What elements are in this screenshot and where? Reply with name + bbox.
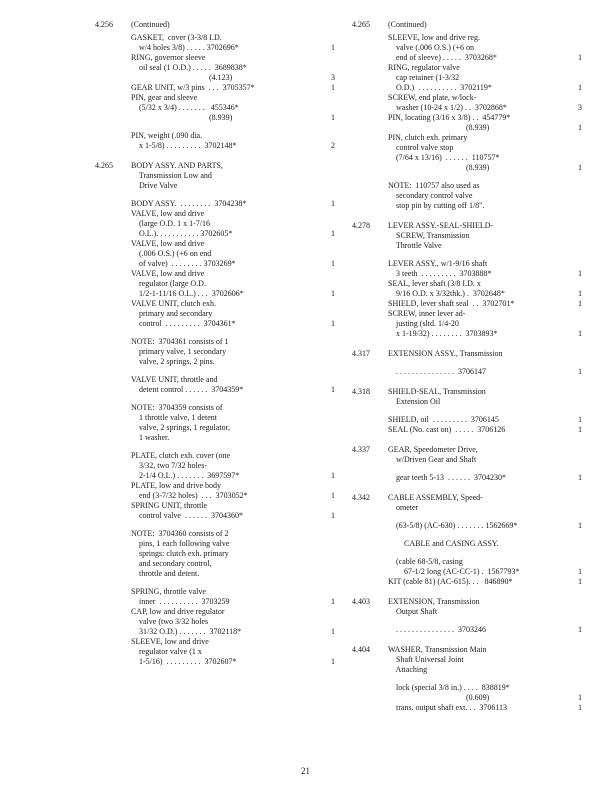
part-description: SPRING, throttle valve [131, 587, 206, 596]
part-description: PIN, clutch exh. primary [388, 133, 468, 142]
quantity: 1 [578, 269, 582, 278]
quantity: 1 [578, 367, 582, 376]
part-line [131, 451, 335, 461]
quantity: 1 [578, 415, 582, 424]
part-description: end (3-7/32 holes) . . . 3703052* [131, 491, 248, 500]
part-line [388, 63, 582, 73]
part-line [388, 625, 582, 635]
part-line [131, 587, 335, 597]
part-line [131, 83, 335, 93]
part-line [131, 461, 335, 471]
part-description: valve (.006 O.S.) (+6 on [388, 43, 475, 52]
part-entry [388, 279, 582, 299]
note: NOTE: 3704359 consists of 1 throttle valve, 1 detent valve, 2 springs, 1 regulator, 1 washer. [131, 403, 230, 442]
quantity: 1 [578, 577, 582, 586]
part-description: LEVER ASSY., w/1-9/16 shaft [388, 259, 488, 268]
part-description: gear teeth 5-13 . . . . . . 3704230* [388, 473, 506, 482]
page-number: 21 [301, 766, 310, 776]
quantity: 1 [578, 163, 582, 172]
quantity: 1 [331, 113, 335, 122]
part-line [388, 259, 582, 269]
section-number: 4.278 [352, 221, 370, 230]
part-line [131, 73, 335, 83]
part-line [131, 511, 335, 521]
part-line [131, 607, 335, 617]
quantity: 1 [331, 83, 335, 92]
part-description: 3/32, two 7/32 holes- [131, 461, 207, 470]
quantity: 1 [578, 83, 582, 92]
section-heading: EXTENSION, Transmission Output Shaft [388, 597, 480, 616]
part-description: GASKET, cover (3-3/8 I.D. [131, 33, 222, 42]
part-entry [131, 607, 335, 637]
note: NOTE: 3704360 consists of 2 pins, 1 each following valve springs: clutch exh. primary and secondary control, throttle and detent. [131, 529, 230, 578]
part-line [388, 133, 582, 143]
part-entry [131, 637, 335, 667]
quantity: 3 [331, 73, 335, 82]
quantity: 3 [578, 103, 582, 112]
part-entry [388, 577, 582, 587]
part-line [388, 93, 582, 103]
part-entry [388, 473, 582, 483]
part-line [131, 249, 335, 259]
part-description: SLEEVE, low and drive reg. [388, 33, 480, 42]
part-line [388, 319, 582, 329]
part-description: PIN, weight (.090 dia. [131, 131, 203, 140]
quantity: 1 [331, 319, 335, 328]
part-description: CAP, low and drive regulator [131, 607, 225, 616]
quantity: 1 [578, 123, 582, 132]
quantity: 1 [331, 627, 335, 636]
part-entry [388, 683, 582, 703]
part-line [131, 239, 335, 249]
part-entry [388, 415, 582, 425]
quantity: 1 [331, 511, 335, 520]
part-entry [131, 33, 335, 53]
section-heading: SHIELD-SEAL, Transmission Extension Oil [388, 387, 486, 406]
part-description: . . . . . . . . . . . . . . . 3703246 [388, 625, 486, 634]
part-description: PLATE, low and drive body [131, 481, 221, 490]
quantity: 1 [331, 229, 335, 238]
part-line [388, 103, 582, 113]
quantity: 1 [578, 473, 582, 482]
quantity: 1 [331, 491, 335, 500]
catalog-section [352, 445, 582, 483]
part-description: cap retainer (1-3/32 [388, 73, 460, 82]
part-description: VALVE, low and drive [131, 239, 205, 248]
part-entry [388, 625, 582, 635]
part-description: VALVE UNIT, throttle and [131, 375, 218, 384]
part-description: . . . . . . . . . . . . . . . 3706147 [388, 367, 486, 376]
part-line [131, 131, 335, 141]
quantity: 1 [578, 299, 582, 308]
quantity: 1 [331, 597, 335, 606]
part-line [388, 299, 582, 309]
part-line [131, 501, 335, 511]
part-description: inner . . . . . . . . . . 3703259 [131, 597, 230, 606]
part-entry [131, 53, 335, 83]
part-entry [388, 521, 582, 531]
part-description: x 1-5/8) . . . . . . . . . 3702148* [131, 141, 237, 150]
part-line [388, 163, 582, 173]
part-entry [388, 63, 582, 93]
quantity: 1 [578, 625, 582, 634]
quantity: 1 [578, 329, 582, 338]
quantity: 1 [578, 521, 582, 530]
quantity: 1 [578, 289, 582, 298]
part-line [388, 123, 582, 133]
part-description: end of sleeve) . . . . . 3703268* [388, 53, 497, 62]
part-entry [388, 93, 582, 113]
part-line [131, 617, 335, 627]
part-line [388, 415, 582, 425]
part-line [131, 289, 335, 299]
part-description: x 1-19/32) . . . . . . . . 3703893* [388, 329, 498, 338]
part-entry [388, 425, 582, 435]
part-description: (.006 O.S.) (+6 on end [131, 249, 212, 258]
part-description: (8.939) [131, 113, 233, 122]
part-line [388, 557, 582, 567]
part-entry [131, 299, 335, 329]
part-description: regulator valve (1 x [131, 647, 202, 656]
part-line [388, 683, 582, 693]
part-description: 1/2-1-11/16 O.L.) . . . 3702606* [131, 289, 244, 298]
section-heading: (Continued) [388, 20, 427, 29]
part-line [131, 93, 335, 103]
quantity: 1 [331, 259, 335, 268]
part-description: (5/32 x 3/4) . . . . . . . 455346* [131, 103, 239, 112]
part-description: oil seal (1 O.D.) . . . . . 3689838* [131, 63, 247, 72]
part-line [388, 367, 582, 377]
catalog-section [95, 161, 335, 667]
note: NOTE: 110757 also used as secondary control valve stop pin by cutting off 1/8". [388, 181, 485, 210]
section-number: 4.342 [352, 493, 370, 502]
part-entry [388, 259, 582, 279]
part-entry [388, 33, 582, 63]
part-description: PIN, gear and sleeve [131, 93, 198, 102]
part-description: SPRING UNIT, throttle [131, 501, 208, 510]
part-line [388, 693, 582, 703]
part-description: VALVE UNIT, clutch exh. [131, 299, 216, 308]
part-description: 3 teeth . . . . . . . . . 3703888* [388, 269, 492, 278]
part-description: w/4 holes 3/8) . . . . . 3702696* [131, 43, 239, 52]
section-heading: (Continued) [131, 20, 170, 29]
part-description: KIT (cable 81) (AC-615). . . 846890* [388, 577, 513, 586]
part-line [388, 329, 582, 339]
section-heading: GEAR, Speedometer Drive, w/Driven Gear and Shaft [388, 445, 478, 464]
part-line [131, 43, 335, 53]
part-line [131, 219, 335, 229]
part-description: BODY ASSY. . . . . . . . . 3704238* [131, 199, 247, 208]
part-description: 67-1/2 long (AC-CC-1) . 1567793* [388, 567, 520, 576]
part-line [388, 153, 582, 163]
part-line [131, 627, 335, 637]
part-line [131, 63, 335, 73]
part-description: SEAL (No. cast on) . . . . . 3706126 [388, 425, 506, 434]
part-entry [131, 199, 335, 209]
catalog-section [352, 221, 582, 339]
part-line [388, 113, 582, 123]
quantity: 1 [331, 43, 335, 52]
part-description: detent control . . . . . . 3704359* [131, 385, 244, 394]
part-description: trans. output shaft ext. . . 3706113 [388, 703, 508, 712]
section-heading: BODY ASSY. AND PARTS, Transmission Low and Drive Valve [131, 161, 223, 190]
section-number: 4.265 [95, 161, 113, 170]
part-line [388, 289, 582, 299]
part-description: 2-1/4 O.L.) . . . . . . . 3697597* [131, 471, 240, 480]
part-entry [131, 501, 335, 521]
section-number: 4.256 [95, 20, 113, 29]
part-line [388, 703, 582, 713]
part-line [131, 279, 335, 289]
part-line [388, 73, 582, 83]
part-description: (0.609) [388, 693, 490, 702]
part-line [388, 143, 582, 153]
part-description: (63-5/8) (AC-630) . . . . . . . 1562669* [388, 521, 518, 530]
part-entry [131, 375, 335, 395]
part-line [131, 113, 335, 123]
part-entry [388, 309, 582, 339]
part-line [388, 567, 582, 577]
section-heading: CABLE ASSEMBLY, Speed- ometer [388, 493, 483, 512]
section-number: 4.404 [352, 645, 370, 654]
part-line [131, 259, 335, 269]
part-entry [388, 299, 582, 309]
part-entry [131, 209, 335, 239]
part-entry [131, 131, 335, 151]
quantity: 1 [331, 471, 335, 480]
part-line [388, 309, 582, 319]
part-line [131, 199, 335, 209]
quantity: 1 [578, 53, 582, 62]
part-line [131, 491, 335, 501]
quantity: 1 [331, 199, 335, 208]
part-line [131, 597, 335, 607]
part-entry [388, 133, 582, 173]
part-line [388, 53, 582, 63]
part-description: (8.939) [388, 163, 490, 172]
part-entry [131, 93, 335, 123]
part-line [131, 385, 335, 395]
part-line [131, 209, 335, 219]
part-description: (cable 68-5/8, casing [388, 557, 463, 566]
part-line [131, 481, 335, 491]
part-line [388, 33, 582, 43]
part-line [131, 647, 335, 657]
part-entry [131, 83, 335, 93]
part-description: of valve) . . . . . . . . 3703269* [131, 259, 236, 268]
part-description: SHIELD, lever shaft seal . . 3702701* [388, 299, 515, 308]
part-entry [388, 703, 582, 713]
catalog-section [352, 349, 582, 377]
part-entry [131, 269, 335, 299]
part-description: (large O.D. 1 x 1-7/16 [131, 219, 210, 228]
part-description: SLEEVE, low and drive [131, 637, 209, 646]
part-description: PIN, locating (3/16 x 3/8) . . 454779* [388, 113, 511, 122]
quantity: 1 [331, 289, 335, 298]
part-description: lock (special 3/8 in.) . . . . 838819* [388, 683, 510, 692]
section-heading: WASHER, Transmission Main Shaft Universal Joint Attaching [388, 645, 487, 674]
part-description: RING, regulator valve [388, 63, 460, 72]
section-number: 4.317 [352, 349, 370, 358]
part-description: GEAR UNIT, w/3 pins . . . 3705357* [131, 83, 255, 92]
part-description: O.L.). . . . . . . . . . . 3702605* [131, 229, 233, 238]
catalog-section [352, 645, 582, 713]
section-number: 4.337 [352, 445, 370, 454]
quantity: 2 [331, 141, 335, 150]
right-column [352, 20, 582, 723]
part-description: (4.123) [131, 73, 233, 82]
part-line [131, 269, 335, 279]
part-description: SCREW, inner lever ad- [388, 309, 466, 318]
part-line [388, 269, 582, 279]
quantity: 1 [578, 693, 582, 702]
part-line [131, 53, 335, 63]
part-line [388, 577, 582, 587]
part-entry [388, 367, 582, 377]
part-line [388, 83, 582, 93]
section-number: 4.318 [352, 387, 370, 396]
part-entry [131, 451, 335, 481]
part-description: (8.939) [388, 123, 490, 132]
part-description: control valve stop [388, 143, 454, 152]
part-description: O.D.) . . . . . . . . . . 3702119* [388, 83, 492, 92]
part-description: RING, governor sleeve [131, 53, 206, 62]
part-description: 9/16 O.D. x 3/32thk.) . 3702648* [388, 289, 505, 298]
part-line [131, 103, 335, 113]
part-entry [131, 587, 335, 607]
part-line [131, 33, 335, 43]
part-line [131, 319, 335, 329]
part-line [388, 425, 582, 435]
part-line [131, 299, 335, 309]
part-description: washer (10-24 x 1/2) . . 3702868* [388, 103, 507, 112]
left-column [95, 20, 335, 677]
part-line [131, 637, 335, 647]
catalog-section [352, 597, 582, 635]
section-heading: LEVER ASSY.-SEAL-SHIELD- SCREW, Transmission Throttle Valve [388, 221, 494, 250]
part-entry [131, 239, 335, 269]
part-description: SHIELD, oil . . . . . . . . . 3706145 [388, 415, 499, 424]
catalog-section [352, 387, 582, 435]
part-description: valve (two 3/32 holes [131, 617, 209, 626]
note: CABLE and CASING ASSY. [388, 539, 499, 548]
part-description: SCREW, end plate, w/lock- [388, 93, 477, 102]
part-line [388, 279, 582, 289]
quantity: 1 [578, 703, 582, 712]
part-description: VALVE, low and drive [131, 269, 205, 278]
section-number: 4.403 [352, 597, 370, 606]
note: NOTE: 3704361 consists of 1 primary valve, 1 secondary valve, 2 springs, 2 pins. [131, 337, 229, 366]
part-description: justing (sltd. 1/4-20 [388, 319, 459, 328]
part-description: (7/64 x 13/16) . . . . . . 110757* [388, 153, 500, 162]
catalog-section [352, 20, 582, 211]
part-description: control valve . . . . . . 3704360* [131, 511, 243, 520]
section-number: 4.265 [352, 20, 370, 29]
part-description: 1-5/16) . . . . . . . . . 3702607* [131, 657, 237, 666]
part-entry [388, 113, 582, 133]
part-description: primary and secondary [131, 309, 213, 318]
part-line [131, 141, 335, 151]
part-line [131, 309, 335, 319]
part-line [131, 657, 335, 667]
part-line [131, 229, 335, 239]
quantity: 1 [578, 425, 582, 434]
part-entry [388, 557, 582, 577]
part-description: control . . . . . . . . . 3704361* [131, 319, 236, 328]
quantity: 1 [331, 385, 335, 394]
part-line [131, 471, 335, 481]
part-line [388, 521, 582, 531]
quantity: 1 [331, 657, 335, 666]
part-entry [131, 481, 335, 501]
part-description: regulator (large O.D. [131, 279, 206, 288]
part-line [131, 375, 335, 385]
part-description: 31/32 O.D.) . . . . . . . 3702118* [131, 627, 242, 636]
section-heading: EXTENSION ASSY., Transmission [388, 349, 503, 358]
part-line [388, 473, 582, 483]
part-line [388, 43, 582, 53]
catalog-section [352, 493, 582, 587]
quantity: 1 [578, 567, 582, 576]
catalog-section [95, 20, 335, 151]
part-description: VALVE, low and drive [131, 209, 205, 218]
part-description: SEAL, lever shaft (3/8 I.D. x [388, 279, 481, 288]
part-description: PLATE, clutch exh. cover (one [131, 451, 231, 460]
